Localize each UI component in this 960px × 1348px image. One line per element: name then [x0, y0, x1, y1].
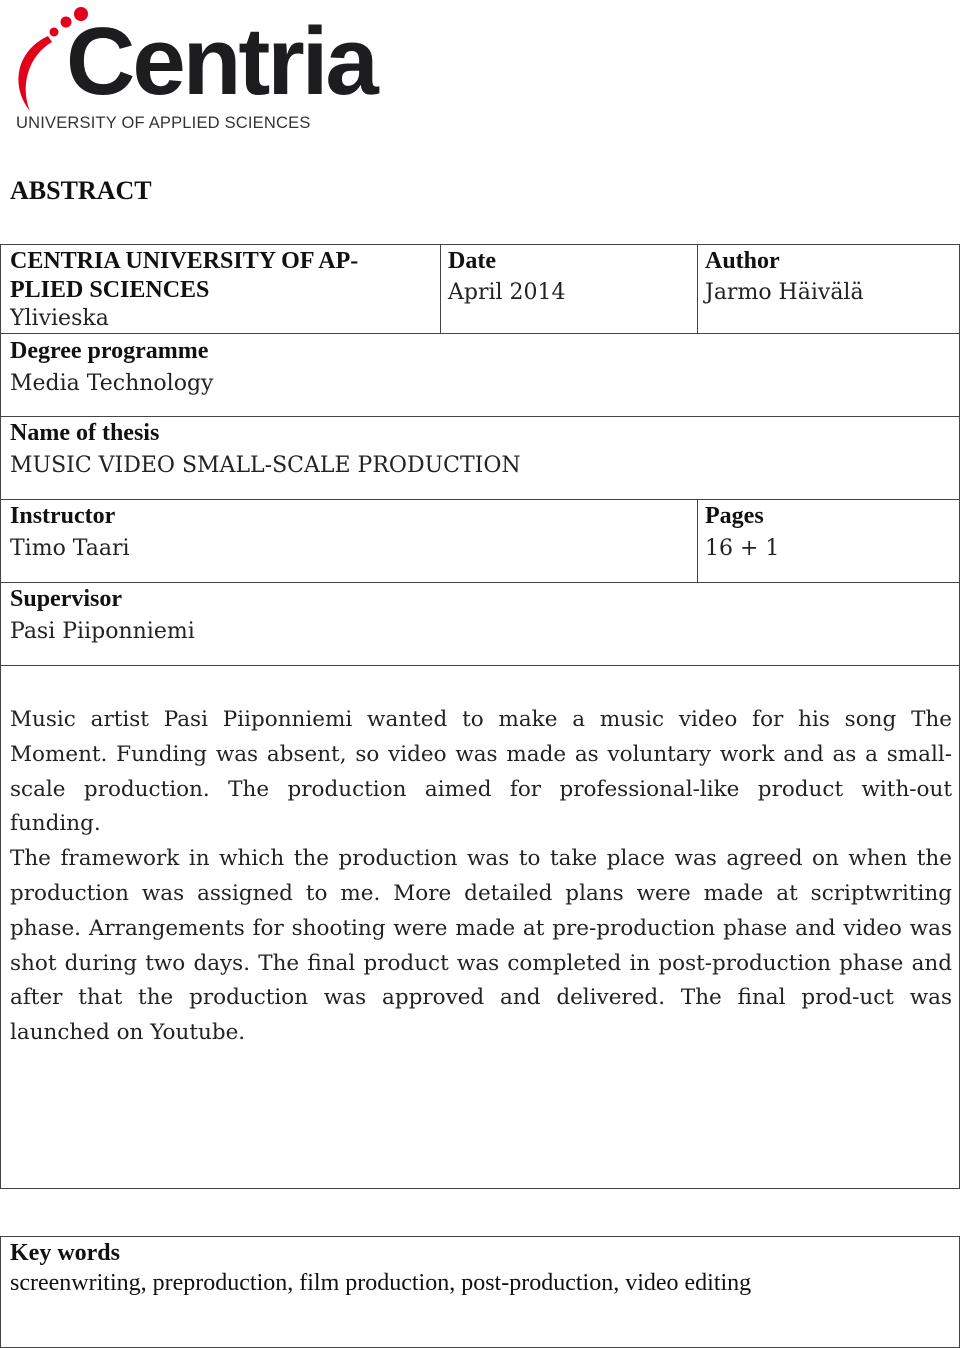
degree-value: Media Technology — [10, 371, 214, 396]
author-value: Jarmo Häivälä — [705, 280, 864, 305]
institution-name-line1: CENTRIA UNIVERSITY OF AP- — [10, 248, 359, 274]
page-title: ABSTRACT — [10, 176, 152, 205]
abstract-paragraph-2: The framework in which the production was to take place was agreed on when the production was assigned to me. More detailed plans were made at scriptwriting phase. Arrangements for shooting were made at pre-production phase and video was shot during two days. The final product was completed in post-production phase and after that the production was approved and delivered. The final prod-uct was launched on Youtube. — [10, 846, 952, 1046]
keywords-value: screenwriting, preproduction, film production, post-production, video editing — [10, 1270, 752, 1296]
abstract-paragraph-1: Music artist Pasi Piiponniemi wanted to make a music video for his song The Moment. Funding was absent, so video was made as voluntary work and as a small-scale production. The production aimed for professional-like product with-out funding. — [10, 707, 952, 837]
supervisor-label: Supervisor — [10, 586, 123, 612]
date-label: Date — [448, 248, 496, 274]
institution-name-line2: PLIED SCIENCES — [10, 277, 210, 303]
supervisor-value: Pasi Piiponniemi — [10, 619, 195, 644]
logo-tagline: UNIVERSITY OF APPLIED SCIENCES — [16, 114, 311, 132]
abstract-text — [10, 703, 952, 1051]
institution-location: Ylivieska — [10, 306, 109, 331]
pages-label: Pages — [705, 503, 764, 529]
pages-value: 16 + 1 — [705, 536, 780, 561]
keywords-label: Key words — [10, 1240, 120, 1266]
author-label: Author — [705, 248, 780, 274]
centria-logo — [8, 6, 388, 136]
thesis-value: MUSIC VIDEO SMALL-SCALE PRODUCTION — [10, 453, 521, 478]
logo-wordmark: Centria — [66, 8, 376, 115]
thesis-label: Name of thesis — [10, 420, 160, 446]
date-value: April 2014 — [448, 280, 566, 305]
degree-label: Degree programme — [10, 338, 209, 364]
instructor-label: Instructor — [10, 503, 116, 529]
instructor-value: Timo Taari — [10, 536, 130, 561]
